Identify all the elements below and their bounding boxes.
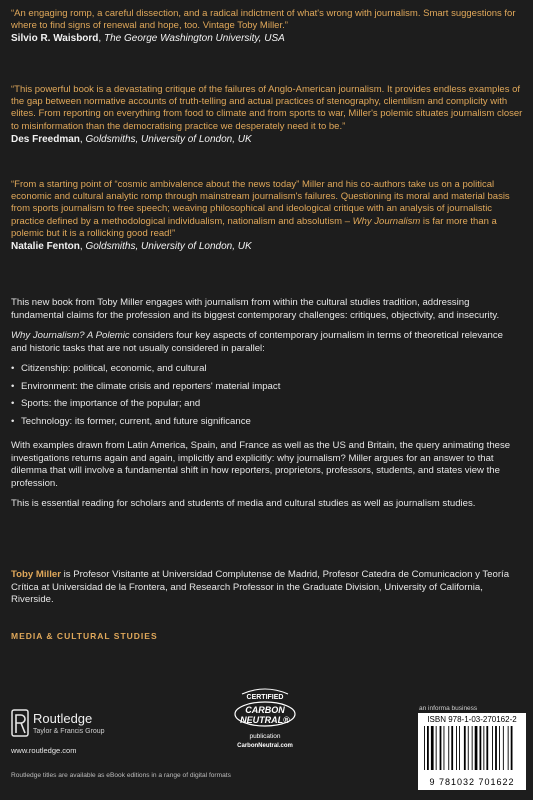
routledge-logo [11, 708, 131, 745]
quote-1-name: Silvio R. Waisbord [11, 33, 99, 45]
routledge-logo-icon [11, 708, 131, 740]
bullet-item: • Sports: the importance of the popular; and [11, 398, 521, 411]
bullet-item: • Citizenship: political, economic, and cultural [11, 363, 521, 376]
publisher-name: Routledge [33, 711, 93, 726]
quote-2-name: Des Freedman [11, 133, 80, 145]
quote-3-attribution: Natalie Fenton, Goldsmiths, University of London, UK [11, 241, 252, 253]
quote-3-affiliation: Goldsmiths, University of London, UK [85, 241, 252, 253]
quote-1 [11, 8, 526, 45]
description-p3: With examples drawn from Latin America, Spain, and France as well as the US and Britain, the query animating these investigations returns again and again, implicitly and explicitly: why journalism? Miller argues for an answer to that dilemma that will involve a fundamental shift in how reporters, proprietors, professors, students, and states view the profession. [11, 440, 511, 489]
informa-line: an informa business [419, 705, 478, 712]
description [11, 297, 521, 519]
quote-2-affiliation: Goldsmiths, University of London, UK [85, 133, 252, 145]
description-p2-title: Why Journalism? A Polemic [11, 330, 130, 341]
quote-3 [11, 179, 526, 253]
publisher-group: Taylor & Francis Group [33, 728, 105, 735]
quote-3-text [11, 179, 526, 240]
author-bio-text: is Profesor Visitante at Universidad Complutense de Madrid, Profesor Catedra de Comunicacion y Teoría Crítica at Universidad de la Frontera, and Research Professor in the Graduate Division, University of California, Riverside. [11, 569, 510, 605]
isbn-text: ISBN 978-1-03-270162-2 [427, 715, 517, 724]
quote-2-text: “This powerful book is a devastating critique of the failures of Anglo-American journalism. It provides endless examples of the gap between normative accounts of truth-telling and actual practices of stenography, clientilism and complicity with elites. From reporting on everything from food to climate and from sports to war, Miller's polemic situates journalism closer to misinformation than the democratising practice we desperately need it to be.” [11, 84, 523, 132]
description-p1: This new book from Toby Miller engages with journalism from within the cultural studies tradition, addressing fundamental claims for the profession and its biggest contemporary challenges: critiques, objectivity, and insecurity. [11, 297, 500, 321]
carbon-url: CarbonNeutral.com [237, 743, 293, 749]
barcode-icon [418, 724, 526, 772]
quote-3-text-b: is far more than a polemic but it is a rollicking good read!” [11, 215, 497, 239]
bullet-item: • Technology: its former, current, and future significance [11, 416, 521, 429]
description-p2 [11, 330, 521, 355]
quote-1-text: “An engaging romp, a careful dissection, and a radical indictment of what's wrong with journalism. Smart suggestions for where to find signs of renewal and hope, too. Vintage Toby Miller.” [11, 8, 516, 32]
description-p2-rest: considers four key aspects of contemporary journalism in terms of theoretical relevance and historic tasks that are not usually considered in parallel: [11, 330, 503, 354]
carbon-neutral-badge [224, 688, 306, 769]
author-bio [11, 569, 521, 607]
carbon-main-2: NEUTRAL® [240, 715, 290, 725]
barcode-box [418, 713, 526, 790]
quote-2 [11, 84, 526, 146]
barcode-digits: 9 781032 701622 [429, 777, 515, 787]
publisher-website: www.routledge.com [11, 746, 77, 755]
description-p4: This is essential reading for scholars and students of media and cultural studies as well as journalism studies. [11, 498, 476, 509]
quote-3-text-a: “From a starting point of “cosmic ambivalence about the news today” Miller and his co-authors take us on a political economic and cultural analytic romp through mainstream journalism's failures. Questioning its moral and material basis from sports journalism to free speech; weaving philosophical and ideological critique with an analysis of journalistic practice defined by a methodological individualism, nationalism and absolutism – [11, 179, 510, 227]
series-label: MEDIA & CULTURAL STUDIES [11, 631, 158, 641]
ebook-note: Routledge titles are available as eBook editions in a range of digital formats [11, 772, 231, 779]
bullet-item: • Environment: the climate crisis and reporters' material impact [11, 381, 521, 394]
quote-1-attribution: Silvio R. Waisbord, The George Washington University, USA [11, 33, 285, 45]
quote-3-text-italic: Why Journalism [352, 215, 421, 227]
carbon-certified: CERTIFIED [246, 694, 284, 701]
carbon-sub: publication [249, 733, 281, 740]
carbon-neutral-icon [224, 688, 306, 764]
quote-3-name: Natalie Fenton [11, 241, 80, 253]
quote-1-affiliation: The George Washington University, USA [103, 33, 285, 45]
quote-2-attribution: Des Freedman, Goldsmiths, University of London, UK [11, 133, 252, 145]
carbon-main-1: CARBON [245, 705, 285, 715]
author-name: Toby Miller [11, 569, 61, 580]
